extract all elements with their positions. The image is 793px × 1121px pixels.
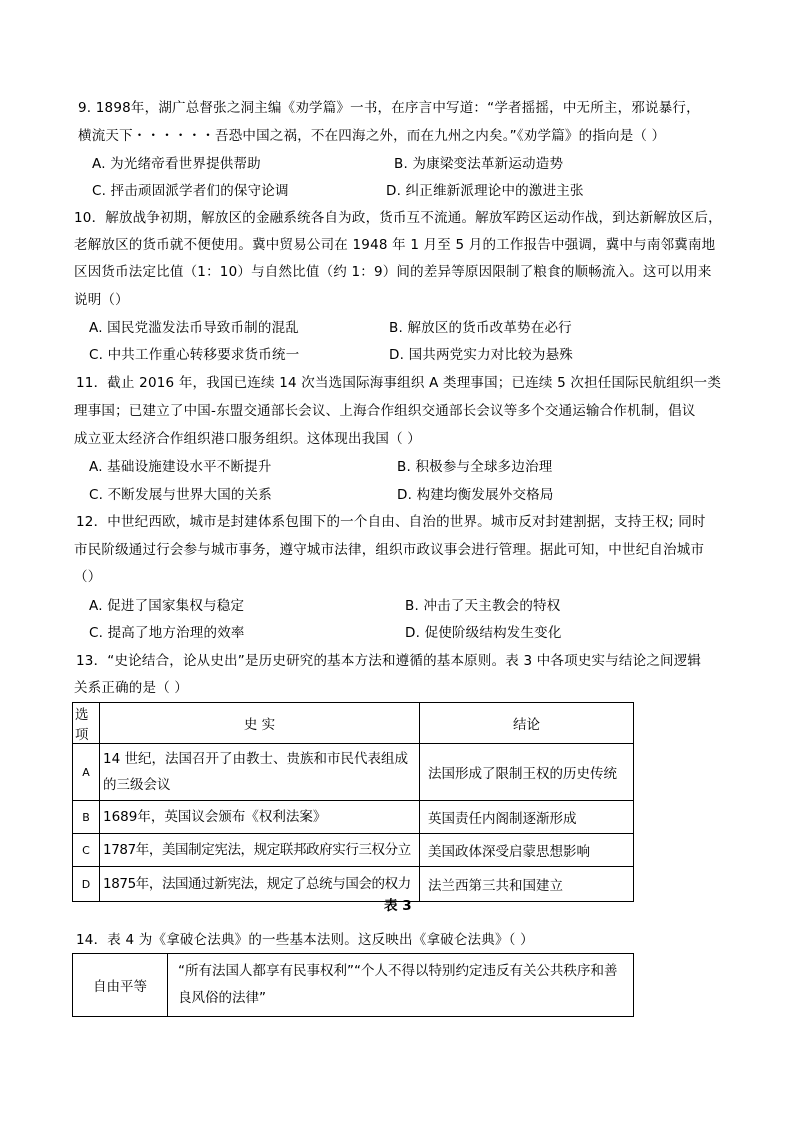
row-fact: 1787年，美国制定宪法，规定联邦政府实行三权分立 xyxy=(100,834,420,867)
q11-stem-line3: 成立亚太经济合作组织港口服务组织。这体现出我国（ ） xyxy=(74,431,421,447)
table-row xyxy=(73,834,634,867)
header-conclusion: 结论 xyxy=(420,703,634,744)
q11-option-c: C. 不断发展与世界大国的关系 xyxy=(89,487,273,503)
row-conclusion: 美国政体深受启蒙思想影响 xyxy=(420,834,634,867)
row-fact: 1875年，法国通过新宪法，规定了总统与国会的权力 xyxy=(100,867,420,902)
q9-option-b: B. 为康梁变法革新运动造势 xyxy=(394,156,564,172)
row-conclusion: 英国责任内阁制逐渐形成 xyxy=(420,801,634,834)
q11-stem-line2: 理事国；已建立了中国-东盟交通部长会议、上海合作组织交通部长会议等多个交通运输合作机制，倡议 xyxy=(74,403,696,419)
table-4 xyxy=(72,953,634,1017)
row-option: B xyxy=(73,801,100,834)
principle-label: 自由平等 xyxy=(73,954,168,1017)
row-conclusion: 法国形成了限制王权的历史传统 xyxy=(420,744,634,801)
q10-option-c: C. 中共工作重心转移要求货币统一 xyxy=(89,347,300,363)
q12-option-d: D. 促使阶级结构发生变化 xyxy=(405,625,562,641)
q10-stem-line1: 10．解放战争初期，解放区的金融系统各自为政，货币互不流通。解放军跨区运动作战，到达新解放区后， xyxy=(74,210,722,226)
table-3-caption: 表 3 xyxy=(384,898,412,914)
q9-option-d: D. 纠正维新派理论中的激进主张 xyxy=(386,183,584,199)
principle-text: “所有法国人都享有民事权利”“个人不得以特别约定违反有关公共秩序和善良风俗的法律” xyxy=(168,954,634,1017)
q12-stem-line3: （） xyxy=(74,569,102,585)
q13-stem-line2: 关系正确的是（ ） xyxy=(74,680,189,696)
row-fact: 1689年，英国议会颁布《权利法案》 xyxy=(100,801,420,834)
q9-option-c: C. 抨击顽固派学者们的保守论调 xyxy=(92,183,289,199)
row-option: A xyxy=(73,744,100,801)
table-3 xyxy=(72,702,634,902)
table-row xyxy=(73,954,634,1017)
q10-stem-line2: 老解放区的货币就不便使用。冀中贸易公司在 1948 年 1 月至 5 月的工作报告中强调，冀中与南邻冀南地 xyxy=(74,237,716,253)
q10-option-d: D. 国共两党实力对比较为悬殊 xyxy=(389,347,573,363)
q11-option-b: B. 积极参与全球多边治理 xyxy=(397,459,553,475)
row-fact-line1: 14 世纪，法国召开了由教士、贵族和市民代表组成 xyxy=(103,751,408,767)
q12-option-b: B. 冲击了天主教会的特权 xyxy=(405,598,561,614)
q10-option-b: B. 解放区的货币改革势在必行 xyxy=(389,320,572,336)
q11-option-a: A. 基础设施建设水平不断提升 xyxy=(89,459,272,475)
row-conclusion: 法兰西第三共和国建立 xyxy=(420,867,634,902)
row-option: D xyxy=(73,867,100,902)
table-row xyxy=(73,801,634,834)
q9-option-a: A. 为光绪帝看世界提供帮助 xyxy=(92,156,261,172)
header-fact: 史 实 xyxy=(100,703,420,744)
q12-option-a: A. 促进了国家集权与稳定 xyxy=(89,598,245,614)
q13-stem-line1: 13．“史论结合，论从史出”是历史研究的基本方法和遵循的基本原则。表 3 中各项史实与结论之间逻辑 xyxy=(76,653,702,669)
header-option: 选项 xyxy=(73,703,100,744)
row-option: C xyxy=(73,834,100,867)
q12-option-c: C. 提高了地方治理的效率 xyxy=(89,625,245,641)
q10-stem-line3: 区因货币法定比值（1：10）与自然比值（约 1：9）间的差异等原因限制了粮食的顺畅流入。这可以用来 xyxy=(74,264,712,280)
table-row xyxy=(73,867,634,902)
q14-stem-line1: 14．表 4 为《拿破仑法典》的一些基本法则。这反映出《拿破仑法典》（ ） xyxy=(76,932,534,948)
row-fact xyxy=(100,744,420,801)
q10-stem-line4: 说明（） xyxy=(74,292,129,308)
q12-stem-line1: 12．中世纪西欧，城市是封建体系包围下的一个自由、自治的世界。城市反对封建割据，支持王权; 同时 xyxy=(76,514,706,530)
table-header-row xyxy=(73,703,634,744)
table-row xyxy=(73,744,634,801)
q9-stem-line1: 9. 1898年，湖广总督张之洞主编《劝学篇》一书，在序言中写道：“学者摇摇，中无所主，邪说暴行， xyxy=(78,100,700,116)
row-fact-line2: 的三级会议 xyxy=(103,777,171,793)
q10-option-a: A. 国民党滥发法币导致币制的混乱 xyxy=(89,320,299,336)
q11-stem-line1: 11．截止 2016 年，我国已连续 14 次当选国际海事组织 A 类理事国；已连续 5 次担任国际民航组织一类 xyxy=(76,375,722,391)
q12-stem-line2: 市民阶级通过行会参与城市事务，遵守城市法律，组织市政议事会进行管理。据此可知，中世纪自治城市 xyxy=(74,542,705,558)
q11-option-d: D. 构建均衡发展外交格局 xyxy=(397,487,554,503)
q9-stem-line2: 横流天下・・・・・・吾恐中国之祸，不在四海之外，而在九州之内矣。”《劝学篇》的指向是（ ） xyxy=(78,128,666,144)
